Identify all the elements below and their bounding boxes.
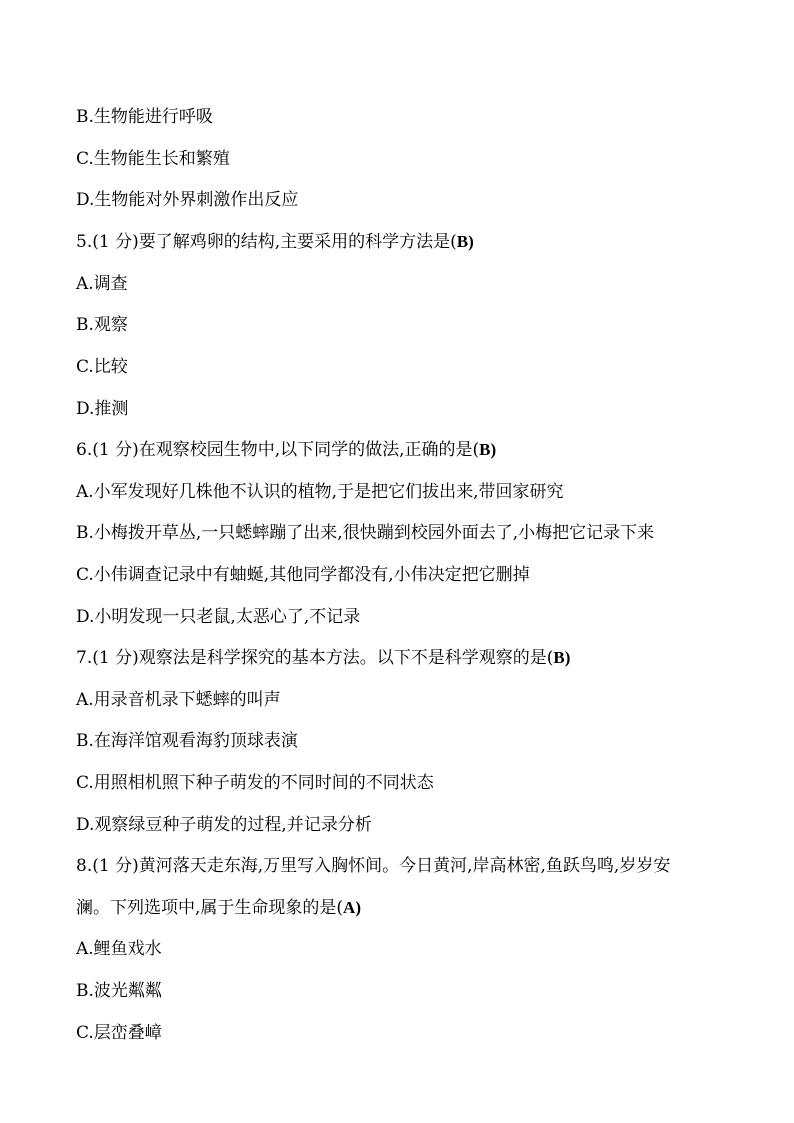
q6-option-c [76,564,530,586]
line-text: D.生物能对外界刺激作出反应 [76,190,299,210]
q5-option-d [76,398,128,420]
answer-close-paren: ) [564,648,571,667]
question-5 [76,231,474,253]
line-text: A.用录音机录下蟋蟀的叫声 [76,690,281,710]
line-text: B.在海洋馆观看海豹顶球表演 [76,731,298,751]
answer-close-paren: ) [490,440,497,459]
option-c-growth-reproduction [76,148,230,170]
question-6 [76,439,496,461]
q5-option-b [76,314,128,336]
line-text: C.生物能生长和繁殖 [76,149,230,169]
option-d-stimulus-response [76,189,298,211]
question-text: 7.(1 分)观察法是科学探究的基本方法。以下不是科学观察的是( [76,648,554,668]
line-text: D.观察绿豆种子萌发的过程,并记录分析 [76,815,372,835]
line-text: D.小明发现一只老鼠,太恶心了,不记录 [76,607,361,627]
line-text: C.比较 [76,357,128,377]
line-text: C.小伟调查记录中有蚰蜒,其他同学都没有,小伟决定把它删掉 [76,565,530,585]
question-7 [76,647,570,669]
q8-option-b [76,980,162,1002]
q6-option-d [76,606,360,628]
line-text: B.生物能进行呼吸 [76,107,213,127]
question-text: 5.(1 分)要了解鸡卵的结构,主要采用的科学方法是( [76,232,457,252]
line-text: A.鲤鱼戏水 [76,939,162,959]
q5-option-c [76,356,128,378]
line-text: B.小梅拨开草丛,一只蟋蟀蹦了出来,很快蹦到校园外面去了,小梅把它记录下来 [76,523,655,543]
question-8-line-1 [76,855,670,877]
answer-key: B [456,232,469,251]
line-text: B.波光粼粼 [76,981,162,1001]
line-text: A.小军发现好几株他不认识的植物,于是把它们拔出来,带回家研究 [76,482,564,502]
q8-option-c [76,1022,162,1044]
line-text: B.观察 [76,315,128,335]
answer-key: B [553,648,565,667]
question-text: 8.(1 分)黄河落天走东海,万里写入胸怀间。今日黄河,岸高林密,鱼跃鸟鸣,岁岁安 [76,856,671,876]
answer-close-paren: ) [355,898,361,917]
q7-option-d [76,814,372,836]
line-text: C.用照相机照下种子萌发的不同时间的不同状态 [76,773,434,793]
q7-option-c [76,772,434,794]
line-text: C.层峦叠嶂 [76,1023,162,1043]
question-8-line-2 [76,897,361,919]
q5-option-a [76,273,128,295]
line-text: D.推测 [76,399,129,419]
question-text: 澜。下列选项中,属于生命现象的是( [76,898,344,918]
line-text: A.调查 [76,274,128,294]
answer-key: A [343,898,356,917]
answer-key: B [479,440,491,459]
option-b-respiration [76,106,213,128]
q7-option-a [76,689,281,711]
q7-option-b [76,730,298,752]
question-text: 6.(1 分)在观察校园生物中,以下同学的做法,正确的是( [76,440,480,460]
q6-option-a [76,481,564,503]
q6-option-b [76,522,654,544]
q8-option-a [76,938,162,960]
answer-close-paren: ) [468,232,474,251]
